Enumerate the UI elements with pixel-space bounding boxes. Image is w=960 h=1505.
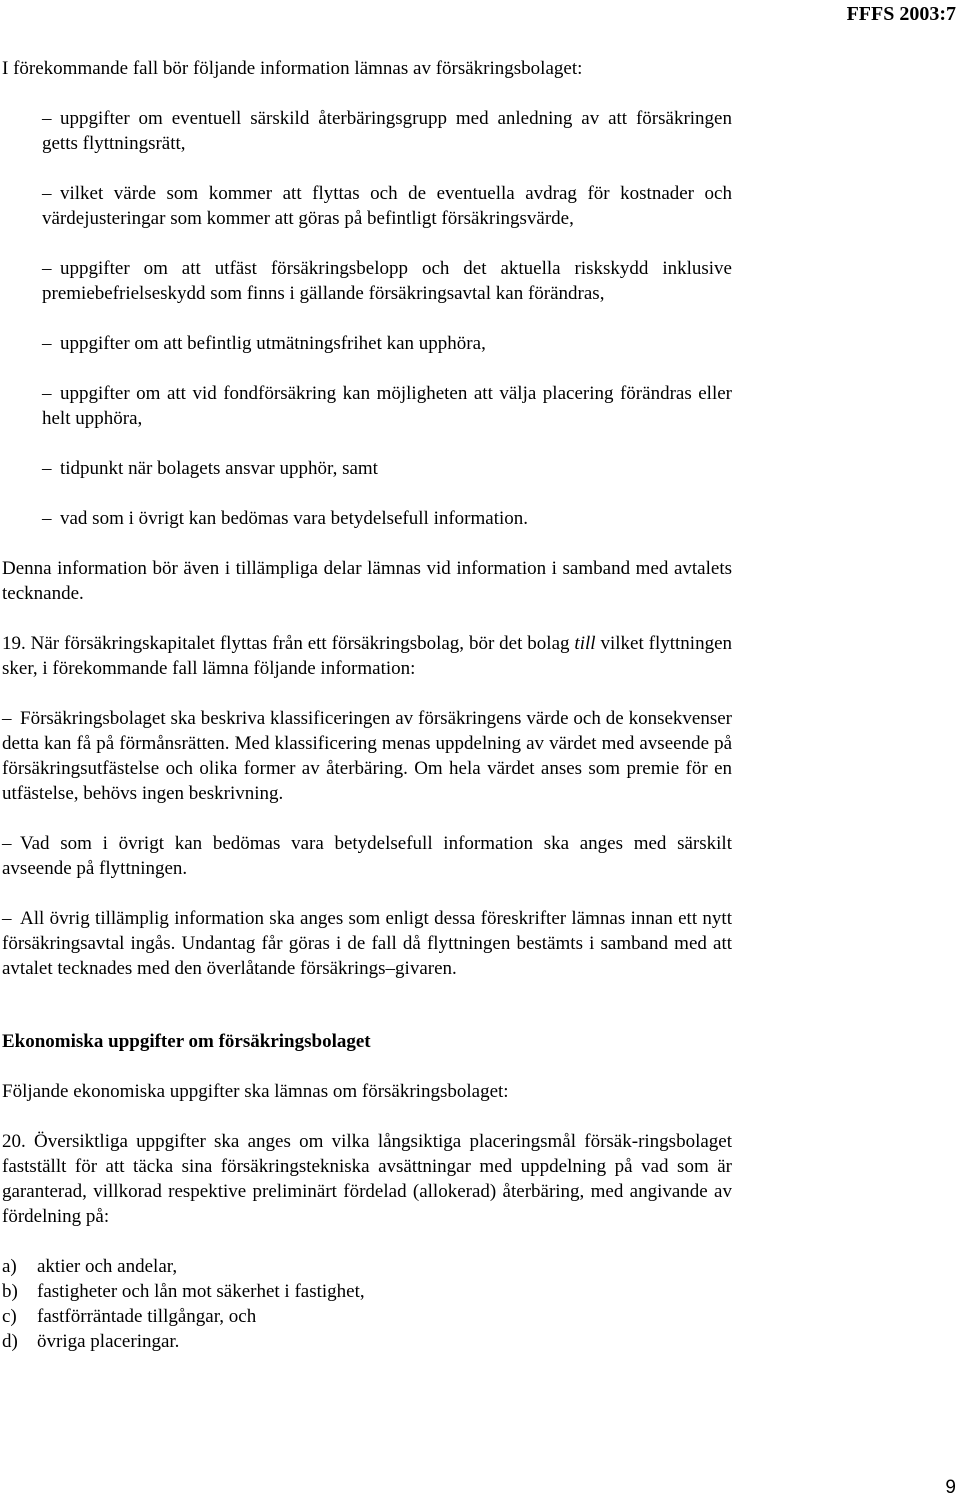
- dash-glyph: –: [42, 508, 52, 529]
- list-item: d) övriga placeringar.: [2, 1331, 180, 1352]
- info-list-a: [2, 106, 732, 531]
- dash-glyph: –: [42, 383, 52, 404]
- dash-glyph: –: [42, 183, 52, 204]
- section-heading: Ekonomiska uppgifter om försäkringsbolaget: [2, 1031, 371, 1052]
- list-item: – uppgifter om att vid fondförsäkring kan möjligheten att välja placering förändras eller helt upphöra,: [42, 383, 732, 429]
- list-item: – vilket värde som kommer att flyttas och de eventuella avdrag för kostnader och värdejusteringar som kommer att göras på befintligt försäkringsvärde,: [42, 183, 732, 229]
- list-item: – uppgifter om eventuell särskild återbäringsgrupp med anledning av att försäkringen getts flyttningsrätt,: [42, 108, 732, 154]
- italic-word: till: [574, 633, 596, 654]
- dash-glyph: –: [42, 333, 52, 354]
- dash-glyph: –: [2, 833, 12, 854]
- econ-intro-paragraph: Följande ekonomiska uppgifter ska lämnas om försäkringsbolaget:: [2, 1081, 509, 1102]
- section-19-paragraph: 19. När försäkringskapitalet flyttas från ett försäkringsbolag, bör det bolag till vilket flyttningen sker, i förekommande fall lämna följande information:: [2, 633, 733, 679]
- list-item: – vad som i övrigt kan bedömas vara betydelsefull information.: [42, 508, 529, 529]
- list-item: c) fastförräntade tillgångar, och: [2, 1306, 257, 1327]
- list-item: – uppgifter om att utfäst försäkringsbelopp och det aktuella riskskydd inklusive premiebefrielseskydd som finns i gällande försäkringsavtal kan förändras,: [42, 258, 732, 304]
- info-list-b: [2, 706, 732, 981]
- dash-glyph: –: [2, 908, 12, 929]
- dash-glyph: –: [42, 258, 52, 279]
- section-20-paragraph: 20. Översiktliga uppgifter ska anges om vilka långsiktiga placeringsmål försäk-ringsbolaget fastställt för att täcka sina försäkringstekniska avsättningar med uppdelning på vad som är garanterad, villkorad respektive preliminärt fördelad (allokerad) återbäring, med angivande av fördelning på:: [2, 1131, 732, 1227]
- dash-glyph: –: [42, 108, 52, 129]
- list-item: – Försäkringsbolaget ska beskriva klassificeringen av försäkringens värde och de konsekvenser detta kan få på förmånsrätten. Med klassificering menas uppdelning av värdet med avseende på försäkringsutfästelse och olika former av återbäring. Om hela värdet anses som premie för en utfästelse, behövs ingen beskrivning.: [2, 708, 732, 804]
- page-content: [2, 56, 732, 1354]
- document-id: FFFS 2003:7: [846, 3, 956, 25]
- intro-paragraph: I förekommande fall bör följande information lämnas av försäkringsbolaget:: [2, 58, 583, 79]
- dash-glyph: –: [2, 708, 12, 729]
- list-item: a) aktier och andelar,: [2, 1256, 178, 1277]
- allocation-list: [2, 1254, 732, 1354]
- list-item: – tidpunkt när bolagets ansvar upphör, samt: [42, 458, 378, 479]
- dash-glyph: –: [42, 458, 52, 479]
- after-items-paragraph: Denna information bör även i tillämpliga delar lämnas vid information i samband med avtalets tecknande.: [2, 558, 732, 604]
- list-item: – uppgifter om att befintlig utmätningsfrihet kan upphöra,: [42, 333, 486, 354]
- page-number: 9: [945, 1477, 956, 1498]
- list-item: b) fastigheter och lån mot säkerhet i fastighet,: [2, 1281, 365, 1302]
- list-item: – Vad som i övrigt kan bedömas vara betydelsefull information ska anges med särskilt avseende på flyttningen.: [2, 833, 732, 879]
- list-item: – All övrig tillämplig information ska anges som enligt dessa föreskrifter lämnas innan ett nytt försäkringsavtal ingås. Undantag får göras i de fall då flyttningen bestämts i samband med att avtalet tecknades med den överlåtande försäkrings–givaren.: [2, 908, 732, 979]
